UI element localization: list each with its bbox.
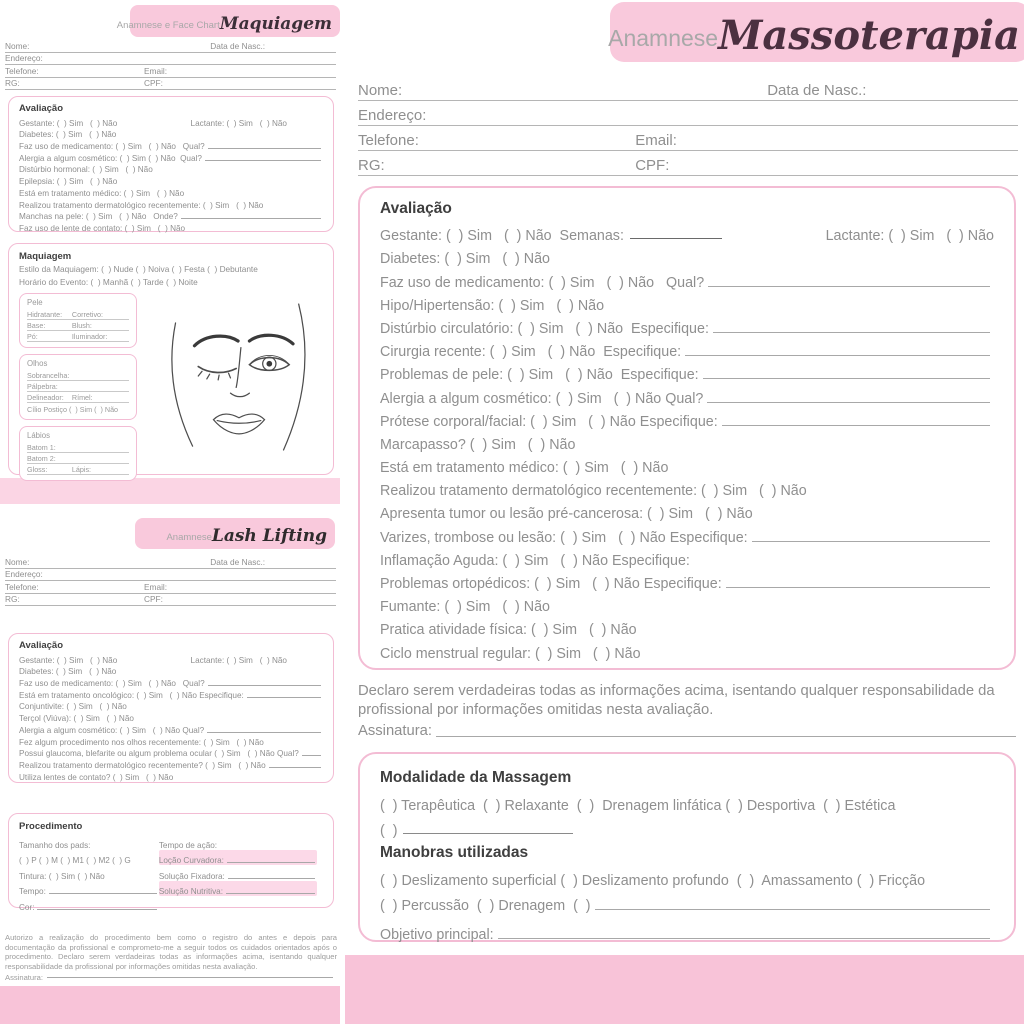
row-text: ( ) Terapêutica ( ) Relaxante ( ) Drenagem linfática ( ) Desportiva ( ) Estética — [380, 798, 896, 814]
answer-line — [595, 909, 990, 910]
row-text: Alergia a algum cosmético: ( ) Sim ( ) Não Qual? — [380, 390, 704, 407]
nome-field-line — [358, 76, 1018, 101]
form-row — [19, 865, 159, 881]
avaliacao-title: Avaliação — [19, 103, 64, 114]
masso-modalidade-box — [358, 752, 1016, 942]
row-text: Possui glaucoma, blefarite ou algum problema ocular ( ) Sim ( ) Não Qual? — [19, 749, 299, 759]
form-row — [19, 881, 159, 897]
row-text: Distúrbio hormonal: ( ) Sim ( ) Não — [19, 165, 153, 175]
row-text: Realizou tratamento dermatológico recentemente: ( ) Sim ( ) Não — [380, 483, 807, 500]
answer-line — [302, 755, 321, 756]
field-label: Cílio Postiço ( ) Sim ( ) Não — [27, 405, 119, 414]
procedimento-right-rows — [159, 834, 323, 912]
row-text: Tempo: — [19, 887, 46, 896]
nome-label: Nome: — [5, 556, 30, 567]
row-text: Cirurgia recente: ( ) Sim ( ) Não Especifique: — [380, 344, 682, 361]
masso-declaration — [358, 682, 1020, 741]
form-row — [19, 151, 323, 163]
field-label: Hidratante: — [27, 310, 63, 319]
rg-label: RG: — [358, 157, 385, 174]
field-label: Pálpebra: — [27, 382, 58, 391]
pink-footer-band-left — [0, 986, 340, 1024]
row-text: Solução Nutritiva: — [158, 887, 223, 896]
form-row — [19, 758, 323, 770]
manobras-rows — [380, 864, 994, 914]
form-row — [19, 711, 323, 723]
answer-line — [703, 378, 990, 379]
field-label-right: Blush: — [71, 321, 92, 330]
form-row — [19, 735, 323, 747]
row-text: Objetivo principal: — [380, 927, 494, 943]
row-text: Inflamação Aguda: ( ) Sim ( ) Não Especifique: — [380, 552, 690, 569]
telefone-email-field-line — [5, 581, 336, 594]
form-row — [380, 569, 994, 592]
pele-title: Pele — [27, 298, 43, 307]
endereco-field-line — [5, 569, 336, 582]
answer-line — [181, 218, 321, 219]
row-text: Tintura: ( ) Sim ( ) Não — [19, 871, 105, 881]
form-row — [380, 314, 994, 337]
row-text: Epilepsia: ( ) Sim ( ) Não — [19, 177, 118, 187]
labios-title: Lábios — [27, 431, 50, 440]
lash-form-title: Lash Lifting — [211, 525, 327, 546]
field-label-right: Lápis: — [71, 465, 92, 474]
answer-line — [269, 767, 321, 768]
email-label: Email: — [144, 581, 168, 592]
form-row — [159, 865, 317, 881]
declaration-text: Declaro serem verdadeiras todas as informações acima, isentando qualquer responsabilidade da profissional por informações omitidas nesta avaliação. — [358, 683, 995, 718]
row-text: Tamanho dos pads: — [19, 840, 91, 850]
nome-field-line — [5, 40, 336, 53]
facechart-field-row — [27, 453, 129, 464]
answer-line — [707, 402, 990, 403]
maquiagem-form-header — [116, 5, 340, 37]
authorization-text: Autorizo a realização do procedimento bem como o registro do antes e depois para documentação da profissional e comprometo-me a seguir todos os cuidados orientados após o procedimento. Declaro serem verdadeiras todas as informações acima, isentando qualquer responsabilidade da profissional por informações omitidas nesta avaliação. — [5, 933, 337, 971]
form-row — [380, 522, 994, 545]
labios-rows — [27, 442, 129, 475]
row-text: Está em tratamento médico: ( ) Sim ( ) Não — [19, 188, 185, 198]
nome-label: Nome: — [358, 82, 403, 99]
facechart-field-row — [27, 331, 129, 342]
form-row — [380, 383, 994, 406]
form-row — [380, 453, 994, 476]
telefone-email-field-line — [5, 65, 336, 78]
row-text: Alergia a algum cosmético: ( ) Sim ( ) Não Qual? — [19, 725, 205, 735]
facechart-field-row — [27, 381, 129, 392]
maquiagem-contact-fields — [5, 40, 336, 90]
form-row — [19, 747, 323, 759]
answer-line — [713, 332, 990, 333]
facechart-field-row — [27, 370, 129, 381]
pele-rows — [27, 309, 129, 342]
form-row — [380, 476, 994, 499]
form-row — [19, 676, 323, 688]
rg-label: RG: — [5, 78, 20, 88]
row-text: Faz uso de medicamento: ( ) Sim ( ) Não Qual? — [380, 274, 705, 291]
assinatura-line — [436, 736, 1016, 737]
form-row — [19, 665, 323, 677]
answer-line — [685, 355, 990, 356]
nome-label: Nome: — [5, 40, 30, 51]
answer-line — [498, 938, 990, 939]
row-text: Está em tratamento oncológico: ( ) Sim ( ) Não Especifique: — [19, 690, 244, 700]
form-row — [380, 789, 994, 814]
avaliacao-rows — [380, 221, 994, 662]
face-chart-illustration — [149, 286, 329, 468]
row-text-right: Lactante: ( ) Sim ( ) Não — [190, 118, 287, 128]
form-row — [19, 163, 323, 175]
rg-cpf-field-line — [5, 78, 336, 91]
field-label: Delineador: — [27, 393, 64, 402]
assinatura-row — [5, 971, 337, 982]
row-text: Faz uso de lente de contato: ( ) Sim ( ) Não — [19, 223, 186, 233]
form-row — [380, 615, 994, 638]
answer-line — [207, 732, 321, 733]
answer-line — [722, 425, 990, 426]
endereco-field-line — [5, 53, 336, 66]
maquiagem-box-title: Maquiagem — [19, 251, 72, 262]
field-label-right: Iluminador: — [71, 332, 108, 341]
form-row — [159, 834, 317, 850]
rg-label: RG: — [5, 594, 20, 604]
email-label: Email: — [144, 65, 168, 76]
answer-line — [726, 587, 990, 588]
short-answer-line — [403, 833, 573, 834]
row-text: Fumante: ( ) Sim ( ) Não — [380, 599, 551, 616]
row-text: Realizou tratamento dermatológico recentemente? ( ) Sim ( ) Não — [19, 760, 266, 770]
pele-box — [19, 293, 137, 348]
masso-contact-fields — [358, 76, 1018, 176]
row-text: Diabetes: ( ) Sim ( ) Não — [380, 251, 551, 268]
procedimento-title: Procedimento — [19, 821, 83, 832]
row-text: Gestante: ( ) Sim ( ) Não — [19, 655, 118, 665]
maquiagem-facechart-box — [8, 243, 334, 475]
row-text: ( ) — [380, 823, 398, 839]
row-text-right: Lactante: ( ) Sim ( ) Não — [825, 228, 994, 245]
horario-evento-row: Horário do Evento: ( ) Manhã ( ) Tarde ( ) Noite — [19, 276, 198, 287]
form-row — [380, 337, 994, 360]
form-row — [380, 360, 994, 383]
answer-line — [205, 160, 321, 161]
endereco-label: Endereço: — [5, 53, 43, 63]
procedimento-left-rows — [19, 834, 159, 912]
field-label: Gloss: — [27, 465, 48, 474]
lash-authorization — [5, 933, 337, 982]
form-row — [380, 638, 994, 661]
avaliacao-title: Avaliação — [19, 640, 64, 651]
row-text: Ciclo menstrual regular: ( ) Sim ( ) Não — [380, 645, 641, 662]
labios-box — [19, 426, 137, 481]
row-text-right: Lactante: ( ) Sim ( ) Não — [190, 655, 287, 665]
field-label: Batom 1: — [27, 443, 56, 452]
row-text: Faz uso de medicamento: ( ) Sim ( ) Não Qual? — [19, 142, 205, 152]
endereco-field-line — [358, 101, 1018, 126]
avaliacao-rows — [19, 116, 323, 233]
form-row — [380, 291, 994, 314]
row-text: Varizes, trombose ou lesão: ( ) Sim ( ) Não Especifique: — [380, 529, 748, 546]
form-row — [19, 221, 323, 233]
row-text: Prótese corporal/facial: ( ) Sim ( ) Não Especifique: — [380, 413, 718, 430]
lash-form-subtitle: Anamnese — [166, 532, 212, 543]
form-row — [159, 881, 317, 897]
telefone-label: Telefone: — [5, 65, 39, 76]
pink-divider-band — [0, 478, 340, 504]
row-text: Problemas ortopédicos: ( ) Sim ( ) Não Especifique: — [380, 576, 722, 592]
olhos-rows — [27, 370, 129, 414]
row-text: ( ) Deslizamento superficial ( ) Deslizamento profundo ( ) Amassamento ( ) Fricção — [380, 873, 926, 889]
modalidade-title: Modalidade da Massagem — [380, 769, 572, 786]
row-text: Solução Fixadora: — [158, 871, 225, 881]
answer-line — [708, 286, 990, 287]
row-text: ( ) P ( ) M ( ) M1 ( ) M2 ( ) G — [19, 856, 131, 865]
answer-line — [227, 862, 315, 863]
data-nasc-label: Data de Nasc.: — [210, 40, 266, 51]
form-row — [19, 896, 159, 912]
manobras-title: Manobras utilizadas — [380, 844, 529, 861]
pink-footer-band-right — [345, 955, 1024, 1024]
facechart-field-row — [27, 464, 129, 475]
form-row — [19, 128, 323, 140]
assinatura-label: Assinatura: — [358, 723, 433, 739]
form-row — [380, 244, 994, 267]
form-row — [380, 407, 994, 430]
field-label-right: Rímel: — [71, 393, 93, 402]
form-row — [19, 186, 323, 198]
form-row — [19, 653, 323, 665]
row-text: Manchas na pele: ( ) Sim ( ) Não Onde? — [19, 212, 178, 222]
row-text: Gestante: ( ) Sim ( ) Não — [19, 118, 118, 128]
row-text: Apresenta tumor ou lesão pré-cancerosa: ( ) Sim ( ) Não — [380, 506, 753, 523]
answer-line — [226, 893, 315, 894]
telefone-label: Telefone: — [5, 581, 39, 592]
row-text: Utiliza lentes de contato? ( ) Sim ( ) Não — [19, 772, 174, 782]
assinatura-row — [358, 720, 1020, 741]
lash-procedimento-box — [8, 813, 334, 912]
objetivo-row — [380, 918, 994, 943]
form-row — [19, 139, 323, 151]
inline-answer-line — [630, 238, 722, 239]
answer-line — [208, 148, 321, 149]
lash-form-header — [135, 518, 335, 549]
estilo-maquiagem-row: Estilo da Maquiagem: ( ) Nude ( ) Noiva ( ) Festa ( ) Debutante — [19, 264, 258, 274]
rg-cpf-field-line — [5, 594, 336, 607]
lash-avaliacao-box — [8, 633, 334, 783]
answer-line — [228, 878, 315, 879]
lash-contact-fields — [5, 556, 336, 606]
row-text: Diabetes: ( ) Sim ( ) Não — [19, 667, 117, 677]
form-row — [380, 814, 994, 839]
form-row — [19, 723, 323, 735]
form-row — [380, 918, 994, 943]
form-row — [19, 210, 323, 222]
row-text: Diabetes: ( ) Sim ( ) Não — [19, 130, 117, 140]
email-label: Email: — [635, 132, 677, 149]
form-row — [159, 850, 317, 866]
row-text: Fez algum procedimento nos olhos recentemente: ( ) Sim ( ) Não — [19, 737, 264, 747]
facechart-field-row — [27, 403, 129, 414]
row-text: Faz uso de medicamento: ( ) Sim ( ) Não Qual? — [19, 679, 205, 689]
masso-form-title: Massoterapia — [718, 12, 1020, 59]
form-row — [380, 592, 994, 615]
avaliacao-rows — [19, 653, 323, 782]
facechart-field-row — [27, 320, 129, 331]
row-text: Tempo de ação: — [158, 840, 218, 850]
masso-form-header — [610, 2, 1024, 62]
answer-line — [752, 541, 990, 542]
facechart-field-row — [27, 442, 129, 453]
form-row — [380, 889, 994, 914]
row-text: Pratica atividade física: ( ) Sim ( ) Não — [380, 622, 637, 639]
form-row — [380, 430, 994, 453]
row-text: Distúrbio circulatório: ( ) Sim ( ) Não Especifique: — [380, 320, 709, 337]
telefone-label: Telefone: — [358, 132, 419, 149]
data-nasc-label: Data de Nasc.: — [210, 556, 266, 567]
form-row — [380, 864, 994, 889]
row-text: Conjuntivite: ( ) Sim ( ) Não — [19, 702, 127, 712]
form-row — [380, 499, 994, 522]
form-row — [19, 770, 323, 782]
data-nasc-label: Data de Nasc.: — [767, 82, 867, 99]
rg-cpf-field-line — [358, 151, 1018, 176]
facechart-field-row — [27, 392, 129, 403]
form-row — [19, 198, 323, 210]
cpf-label: CPF: — [144, 594, 163, 604]
procedimento-columns — [19, 834, 323, 912]
form-row — [19, 174, 323, 186]
olhos-title: Olhos — [27, 359, 48, 368]
field-label: Batom 2: — [27, 454, 56, 463]
form-row — [380, 267, 994, 290]
face-chart-svg — [149, 286, 329, 468]
row-text: Gestante: ( ) Sim ( ) Não Semanas: — [380, 228, 624, 245]
facechart-field-row — [27, 309, 129, 320]
endereco-label: Endereço: — [5, 569, 43, 579]
form-row — [19, 850, 159, 866]
form-row — [19, 700, 323, 712]
cpf-label: CPF: — [635, 157, 670, 174]
row-text: Terçol (Viúva): ( ) Sim ( ) Não — [19, 714, 134, 724]
answer-line — [247, 697, 321, 698]
nome-field-line — [5, 556, 336, 569]
row-text: Alergia a algum cosmético: ( ) Sim ( ) Não Qual? — [19, 153, 202, 163]
form-row — [19, 688, 323, 700]
field-label: Pó: — [27, 332, 38, 341]
masso-avaliacao-box — [358, 186, 1016, 670]
row-text: Hipo/Hipertensão: ( ) Sim ( ) Não — [380, 297, 605, 314]
row-text: Realizou tratamento dermatológico recentemente: ( ) Sim ( ) Não — [19, 200, 264, 210]
avaliacao-title: Avaliação — [380, 200, 452, 217]
modalidade-rows — [380, 789, 994, 839]
assinatura-label: Assinatura: — [5, 972, 43, 982]
row-text: Marcapasso? ( ) Sim ( ) Não — [380, 436, 576, 453]
maquiagem-form-subtitle: Anamnese e Face Chart — [116, 20, 220, 31]
endereco-label: Endereço: — [358, 107, 427, 124]
answer-line — [208, 685, 321, 686]
row-text: Loção Curvadora: — [158, 856, 224, 865]
answer-line — [37, 909, 156, 910]
field-label-right: Corretivo: — [71, 310, 104, 319]
row-text: Cor: — [19, 902, 35, 912]
answer-line — [49, 893, 157, 894]
maquiagem-form-title: Maquiagem — [219, 13, 332, 34]
form-row — [380, 546, 994, 569]
masso-form-subtitle: Anamnese — [608, 25, 719, 51]
maquiagem-avaliacao-box — [8, 96, 334, 232]
row-text: ( ) Percussão ( ) Drenagem ( ) — [380, 898, 591, 914]
assinatura-line — [47, 977, 333, 978]
telefone-email-field-line — [358, 126, 1018, 151]
form-row — [19, 116, 323, 128]
form-row — [19, 834, 159, 850]
cpf-label: CPF: — [144, 78, 163, 88]
field-label: Base: — [27, 321, 46, 330]
field-label: Sobrancelha: — [27, 371, 70, 380]
form-row — [380, 221, 994, 244]
olhos-box — [19, 354, 137, 420]
row-text: Está em tratamento médico: ( ) Sim ( ) Não — [380, 460, 669, 477]
row-text: Problemas de pele: ( ) Sim ( ) Não Especifique: — [380, 367, 699, 384]
